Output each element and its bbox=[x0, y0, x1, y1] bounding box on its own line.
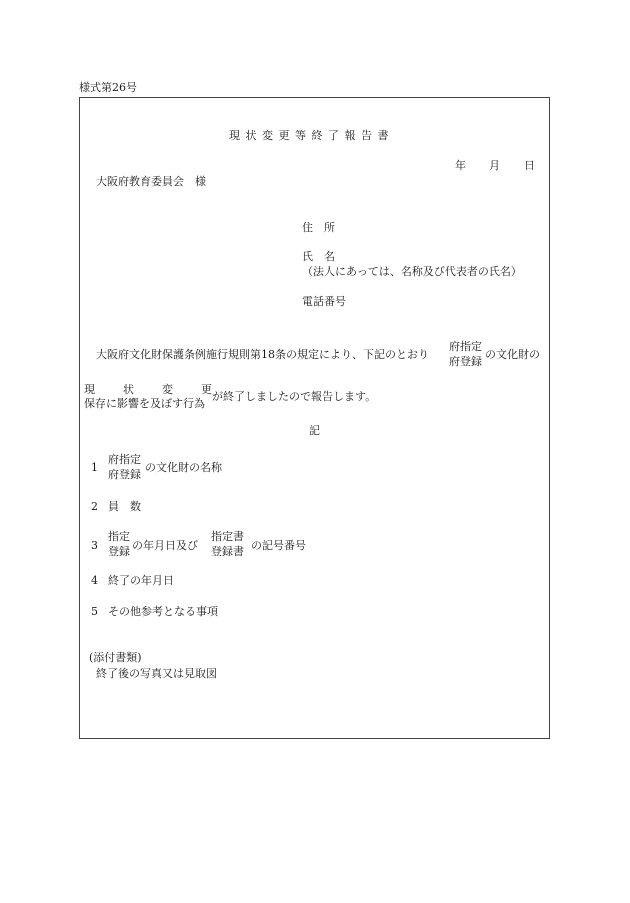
item1-number: 1 bbox=[91, 461, 98, 474]
form-frame bbox=[79, 97, 550, 739]
item2-number: 2 bbox=[91, 500, 98, 513]
item4-label: 終了の年月日 bbox=[108, 574, 174, 587]
choice-registered: 府登録 bbox=[449, 355, 482, 368]
date-year: 年 bbox=[455, 159, 466, 172]
item3-number: 3 bbox=[91, 539, 98, 552]
phone-label: 電話番号 bbox=[302, 295, 346, 308]
name-label: 氏 名 bbox=[302, 250, 335, 263]
name-note: （法人にあっては、名称及び代表者の氏名） bbox=[302, 265, 522, 278]
date-month: 月 bbox=[489, 159, 500, 172]
item3-middle: の年月日及び bbox=[132, 539, 198, 552]
body-line1-prefix: 大阪府文化財保護条例施行規則第18条の規定により、下記のとおり bbox=[96, 348, 429, 361]
item3-label: の記号番号 bbox=[251, 539, 306, 552]
choice-designated: 府指定 bbox=[449, 340, 482, 353]
address-label: 住 所 bbox=[302, 221, 335, 234]
item3-choice2: 指定書 登録書 bbox=[211, 530, 244, 558]
item1-label: の文化財の名称 bbox=[145, 461, 222, 474]
body-line1-suffix: の文化財の bbox=[485, 348, 540, 361]
act-choice bbox=[84, 384, 212, 409]
addressee: 大阪府教育委員会 様 bbox=[96, 175, 206, 188]
designation-choice bbox=[449, 341, 482, 367]
item5-label: その他参考となる事項 bbox=[108, 605, 218, 618]
ki-heading: 記 bbox=[309, 424, 320, 437]
item2-label: 員 数 bbox=[108, 500, 141, 513]
date-day: 日 bbox=[524, 159, 535, 172]
item3-choice1: 指定 登録 bbox=[108, 530, 130, 558]
attachments-content: 終了後の写真又は見取図 bbox=[96, 667, 217, 680]
document-title: 現 状 変 更 等 終 了 報 告 書 bbox=[229, 129, 390, 142]
form-number: 様式第26号 bbox=[79, 81, 137, 94]
item4-number: 4 bbox=[91, 574, 98, 587]
item1-choice: 府指定 府登録 bbox=[108, 453, 141, 481]
body-line2-suffix: が終了しましたので報告します。 bbox=[212, 390, 377, 403]
act-preservation-impact: 保存に影響を及ぼす行為 bbox=[84, 397, 205, 410]
item5-number: 5 bbox=[91, 605, 98, 618]
attachments-heading: (添付書類) bbox=[89, 651, 142, 664]
act-current-state-change: 現 状 変 更 bbox=[84, 383, 212, 396]
